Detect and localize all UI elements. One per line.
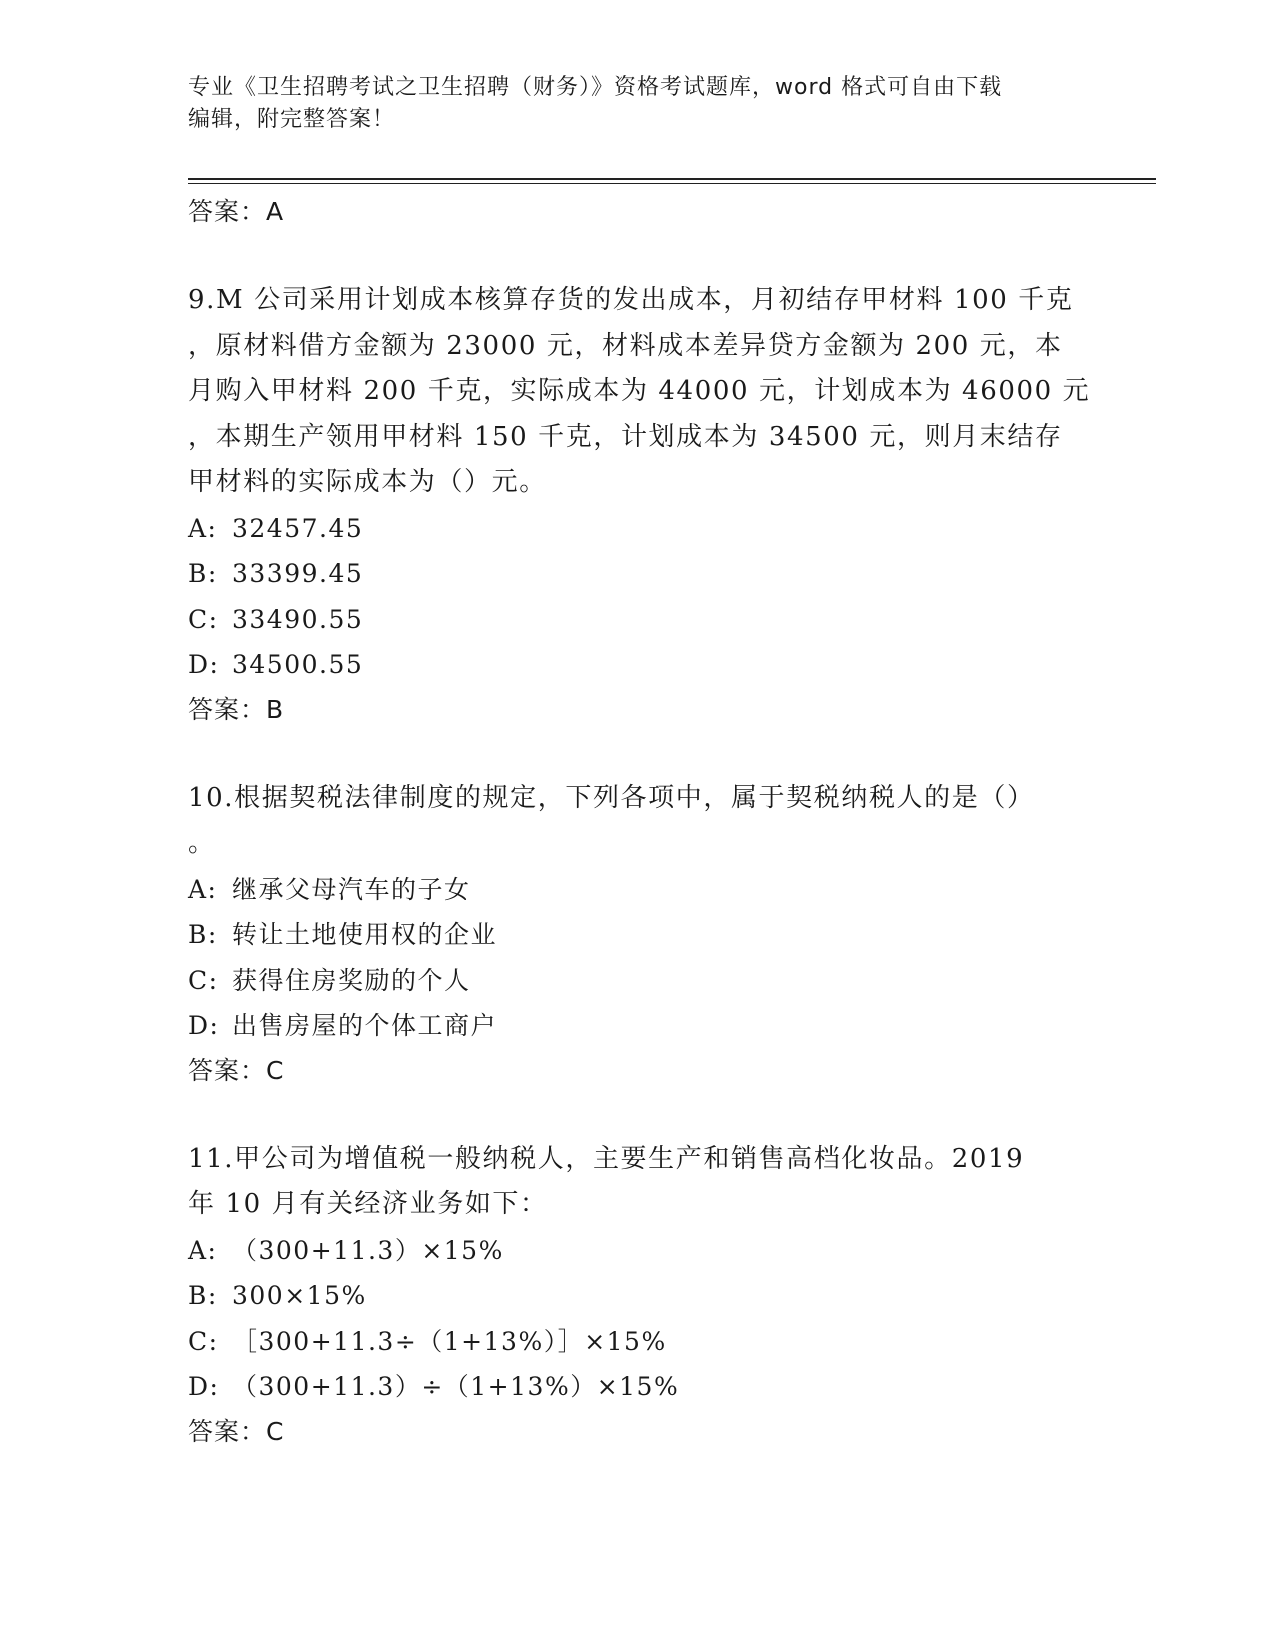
- option-letter: B:: [188, 1281, 218, 1310]
- question-text-line: 月购入甲材料 200 千克，实际成本为 44000 元，计划成本为 46000 元: [188, 376, 1091, 406]
- option-d: [188, 642, 1088, 688]
- option-letter: C:: [188, 965, 219, 995]
- answer-value: C: [266, 1055, 285, 1085]
- question-text-line: 。: [188, 828, 216, 858]
- page-header: [188, 72, 1068, 136]
- option-letter: C:: [188, 604, 219, 634]
- option-letter: C:: [188, 1326, 219, 1356]
- option-text: 300×15%: [232, 1281, 367, 1310]
- option-a: [188, 1228, 1088, 1274]
- question-block: [188, 278, 1091, 732]
- option-c: [188, 597, 1088, 643]
- answer-label: 答案：: [188, 1416, 267, 1446]
- question-text-line: 11.甲公司为增值税一般纳税人，主要生产和销售高档化妆品。2019: [188, 1143, 1025, 1174]
- question-text-line: ，本期生产领用甲材料 150 千克，计划成本为 34500 元，则月末结存: [188, 421, 1063, 452]
- option-c: [188, 1319, 1088, 1365]
- option-text: 34500.55: [232, 650, 364, 679]
- answer-line: [188, 190, 1088, 234]
- option-text: 33399.45: [232, 559, 364, 588]
- question-text-line: 甲材料的实际成本为（）元。: [188, 467, 547, 497]
- option-text: 继承父母汽车的子女: [232, 874, 471, 904]
- option-text: （300+11.3）÷（1+13%）×15%: [232, 1372, 680, 1401]
- option-a: [188, 867, 1088, 913]
- header-line-1: 专业《卫生招聘考试之卫生招聘（财务）》资格考试题库，word 格式可自由下载: [188, 75, 1003, 100]
- question-text-line: 9.M 公司采用计划成本核算存货的发出成本，月初结存甲材料 100 千克: [188, 285, 1074, 315]
- option-text: 32457.45: [232, 513, 364, 543]
- option-letter: A:: [188, 1235, 218, 1265]
- header-divider-thick: [188, 178, 1156, 180]
- option-text: ［300+11.3÷（1+13%）］×15%: [232, 1326, 667, 1356]
- question-block: [188, 776, 1088, 1093]
- option-letter: D:: [188, 650, 220, 679]
- question-block: [188, 1137, 1088, 1454]
- header-line-2: 编辑，附完整答案！: [188, 107, 396, 132]
- option-b: [188, 551, 1088, 597]
- option-text: （300+11.3）×15%: [232, 1235, 504, 1265]
- option-letter: B:: [188, 920, 218, 949]
- answer-line: [188, 688, 1088, 732]
- option-letter: A:: [188, 874, 218, 904]
- option-letter: D:: [188, 1372, 220, 1401]
- question-list: [188, 190, 1091, 1454]
- question-text-line: 10.根据契税法律制度的规定，下列各项中，属于契税纳税人的是（）: [188, 782, 1035, 813]
- option-d: [188, 1003, 1088, 1049]
- option-d: [188, 1364, 1088, 1410]
- option-c: [188, 958, 1088, 1004]
- option-text: 出售房屋的个体工商户: [232, 1011, 498, 1040]
- option-letter: A:: [188, 513, 218, 543]
- option-text: 转让土地使用权的企业: [232, 920, 498, 949]
- answer-value: B: [266, 694, 285, 724]
- answer-label: 答案：: [188, 197, 267, 226]
- answer-value: A: [266, 197, 285, 226]
- option-text: 获得住房奖励的个人: [232, 965, 471, 995]
- option-b: [188, 912, 1088, 958]
- answer-line: [188, 1410, 1088, 1454]
- answer-value: C: [266, 1416, 285, 1446]
- question-text-line: ，原材料借方金额为 23000 元，材料成本差异贷方金额为 200 元，本: [188, 330, 1063, 361]
- option-letter: D:: [188, 1011, 220, 1040]
- option-b: [188, 1273, 1088, 1319]
- header-divider-thin: [188, 183, 1156, 184]
- option-letter: B:: [188, 559, 218, 588]
- answer-line: [188, 1049, 1088, 1093]
- answer-label: 答案：: [188, 694, 267, 724]
- option-text: 33490.55: [232, 604, 364, 634]
- option-a: [188, 506, 1088, 552]
- question-text-line: 年 10 月有关经济业务如下：: [188, 1189, 548, 1219]
- answer-label: 答案：: [188, 1055, 267, 1085]
